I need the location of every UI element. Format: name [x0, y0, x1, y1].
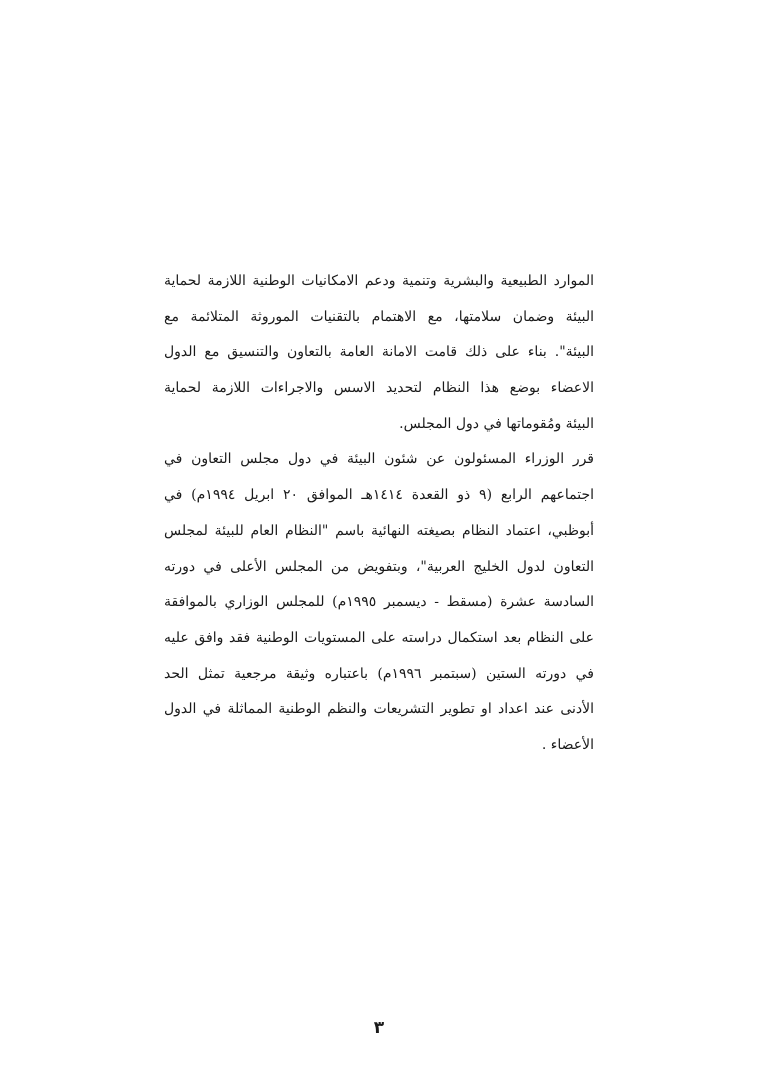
text-line: الأعضاء . [541, 736, 594, 753]
text-line: التعاون لدول الخليج العربية"، وبتفويض من المجلس الأعلى في دورته [164, 558, 594, 575]
text-line: الأدنى عند اعداد او تطوير التشريعات والنظم الوطنية المماثلة في الدول [164, 701, 594, 718]
text-line: في دورته الستين (سبتمبر ١٩٩٦م) باعتباره وثيقة مرجعية تمثل الحد [164, 665, 594, 682]
text-line: الاعضاء بوضع هذا النظام لتحديد الاسس والاجراءات اللازمة لحماية [164, 380, 594, 397]
text-line: اجتماعهم الرابع (٩ ذو القعدة ١٤١٤هـ الموافق ٢٠ ابريل ١٩٩٤م) في [164, 487, 594, 504]
text-line: أبوظبي، اعتماد النظام بصيغته النهائية باسم "النظام العام للبيئة لمجلس [164, 522, 594, 539]
page-number: ٣ [373, 1018, 385, 1038]
text-line: الموارد الطبيعية والبشرية وتنمية ودعم الامكانيات الوطنية اللازمة لحماية [164, 273, 594, 289]
text-line: البيئة وضمان سلامتها، مع الاهتمام بالتقنيات الموروثة المتلائمة مع [164, 308, 594, 325]
text-line: على النظام بعد استكمال دراسته على المستويات الوطنية فقد وافق عليه [164, 629, 594, 646]
text-line: قرر الوزراء المسئولون عن شئون البيئة في دول مجلس التعاون في [164, 451, 594, 468]
text-line: البيئة ومُقوماتها في دول المجلس. [399, 415, 594, 432]
body-text [164, 264, 594, 764]
text-line: السادسة عشرة (مسقط - ديسمبر ١٩٩٥م) للمجلس الوزاري بالموافقة [164, 594, 594, 611]
text-line: البيئة". بناء على ذلك قامت الامانة العامة بالتعاون والتنسيق مع الدول [164, 344, 594, 361]
